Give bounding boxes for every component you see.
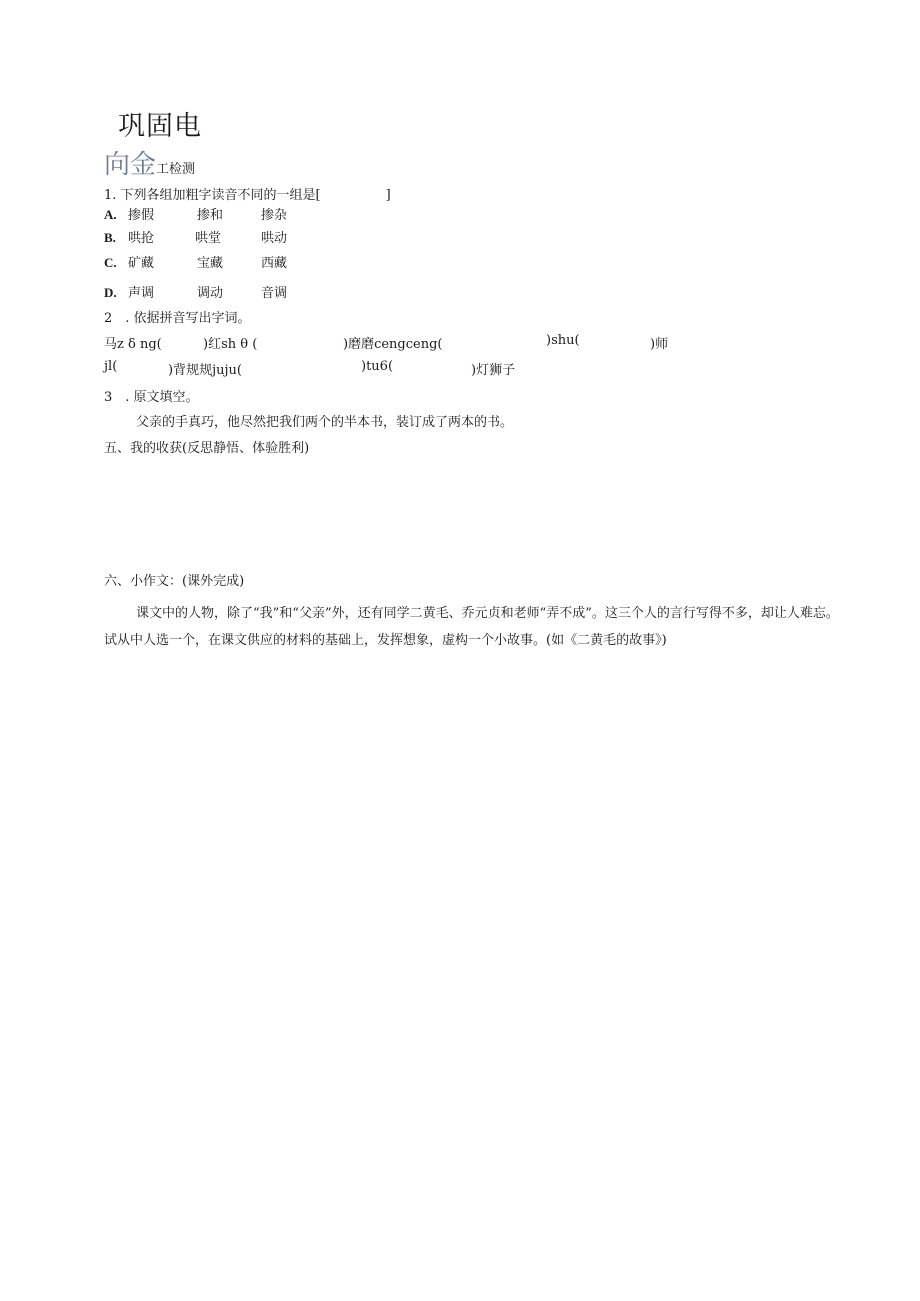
option-word: 掺假 (128, 208, 155, 223)
option-letter: B. (104, 230, 116, 245)
option-word: 哄堂 (195, 231, 222, 246)
option-word: 宝藏 (197, 256, 224, 271)
option-letter: C. (104, 255, 117, 270)
pinyin-item: )tu6( (361, 359, 394, 374)
option-word: 掺和 (197, 208, 224, 223)
q1-option-c (104, 252, 154, 271)
pinyin-item: )灯狮子 (471, 363, 516, 378)
subtitle-small: 工检测 (156, 162, 196, 177)
page-title: 巩固电 (118, 111, 202, 142)
pinyin-item: 马z δ ng( (104, 337, 162, 352)
pinyin-item: jl( (104, 359, 118, 374)
option-word: 哄动 (261, 231, 288, 246)
subtitle-large: 向金 (104, 150, 157, 180)
section-subtitle (104, 144, 195, 181)
option-letter: D. (104, 285, 117, 300)
pinyin-item: )磨磨cengceng( (343, 337, 443, 352)
option-word: 调动 (197, 286, 224, 301)
section-6-text: 课文中的人物，除了“我”和“父亲”外，还有同学二黄毛、乔元贞和老师“弄不成”。这三个人的言行写得不多，却让人难忘。试从中人选一个，在课文供应的材料的基础上，发挥想象，虚构一个小故事。(如《二黄毛的故事》) (104, 606, 839, 648)
q1-stem: 1. 下列各组加粗字读音不同的一组是[ ] (104, 188, 391, 203)
q3-stem: 3 . 原文填空。 (104, 390, 199, 405)
q1-option-a (104, 204, 154, 223)
q1-option-b (104, 227, 154, 246)
option-word: 哄抢 (128, 231, 155, 246)
option-word: 音调 (261, 286, 288, 301)
option-word: 矿藏 (128, 256, 155, 271)
pinyin-item: )红sh θ ( (203, 337, 258, 352)
q3-text: 父亲的手真巧，他尽然把我们两个的半本书，装订成了两本的书。 (136, 415, 514, 430)
pinyin-item: )师 (650, 337, 669, 352)
option-word: 掺杂 (261, 208, 288, 223)
option-word: 西藏 (261, 256, 288, 271)
q2-stem: 2 . 依据拼音写出字词。 (104, 311, 251, 326)
pinyin-item: )shu( (546, 333, 580, 348)
option-word: 声调 (128, 286, 155, 301)
q1-option-d (104, 282, 154, 301)
section-6-heading: 六、小作文：(课外完成) (104, 574, 245, 589)
pinyin-item: )背规规juju( (168, 363, 242, 378)
option-letter: A. (104, 207, 117, 222)
section-5-heading: 五、我的收获(反思静悟、体验胜利) (104, 441, 310, 456)
